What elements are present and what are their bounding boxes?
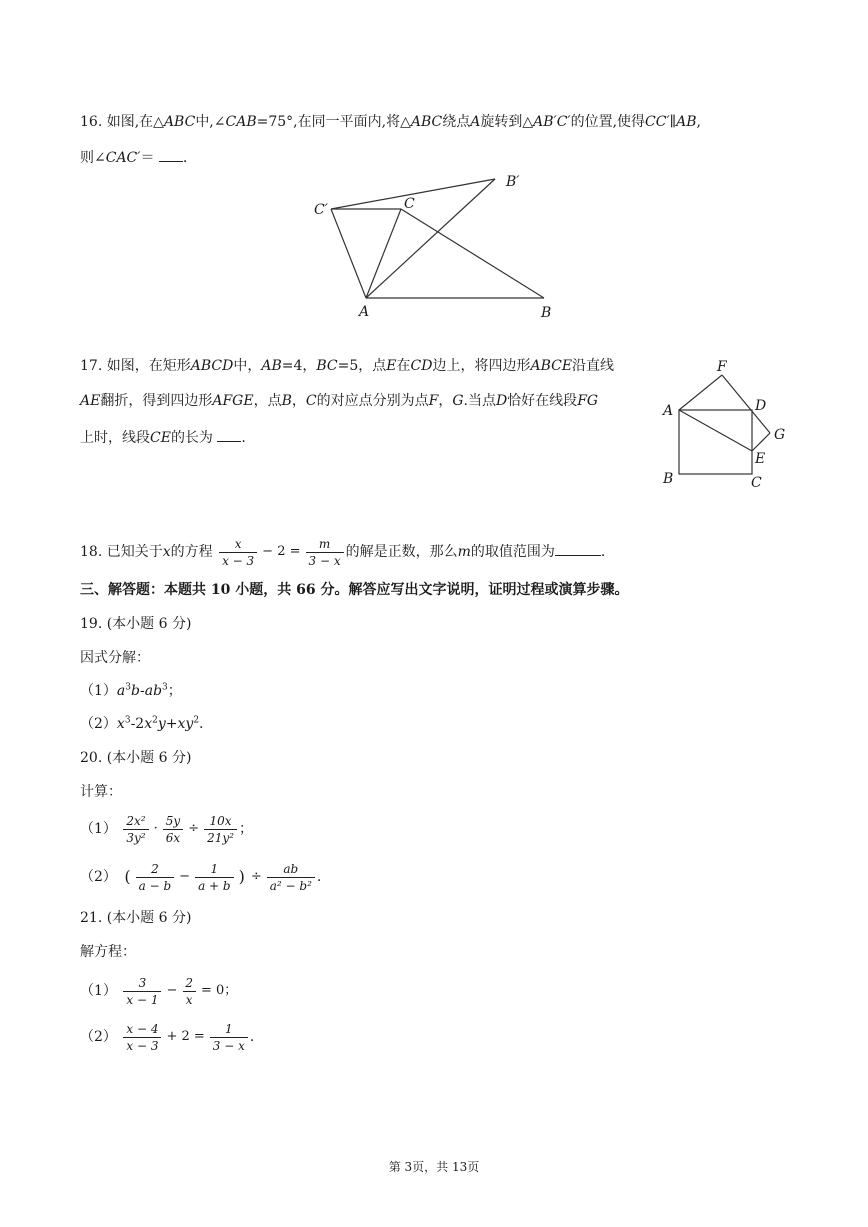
fraction: $\frac{\text{2x²}}{\text{3y²}}$ [123,814,148,845]
q19-task: 因式分解： [80,650,150,666]
segment-ab-prime [366,179,495,298]
q19-heading: 19. (本小题 6 分) [80,616,192,632]
fraction: $\frac{x - 4}{x - 3}$ [123,1022,161,1053]
label-c-prime: C′ [314,202,328,218]
q18-number: 18. [80,544,103,560]
answer-blank [159,147,183,162]
q16-line2: 则∠CAC′＝ . [80,147,187,168]
segment-ae [679,410,752,451]
q19-part1: $(1)a^3b-ab^3$； [80,682,182,699]
label-b: B [663,471,674,487]
q21-part1: （1） $\frac{3}{x - 1}$ − $\frac{2}{x}$ = 0； [80,975,238,1007]
q17-line3: 上时，线段CE的长为 . [80,427,246,448]
label-e: E [755,451,766,467]
q16-rotation-figure [300,168,570,328]
q17-number: 17. [80,358,103,374]
segment-ca-prime [331,209,366,298]
fraction: $\frac{1}{3 - x}$ [210,1022,248,1053]
label-a: A [359,304,370,320]
q18-line: 18. 已知关于x的方程 $\frac{x}{x - 3}$ − 2 = $\frac{m}{3 - x}$ 的解是正数，那么m的取值范围为 . [80,536,606,568]
fraction: $\frac{2}{x}$ [182,976,196,1007]
q19-part2: $(2)x^3-2x^2y+xy^2$. [80,715,204,732]
segment-ca [366,209,401,298]
fraction: $\frac{m}{3 - x}$ [306,537,344,568]
fraction: $\frac{2}{a - b}$ [136,862,175,893]
answer-blank [217,427,241,442]
fraction: $\frac{ab}{\text{a² − b²}}$ [267,862,315,893]
fraction: $\frac{10x}{\text{21y²}}$ [204,814,237,845]
segment-ge [752,433,770,451]
label-a: A [663,403,674,419]
label-f: F [717,359,727,375]
rectangle-abcd [679,410,752,474]
q20-heading: 20. (本小题 6 分) [80,750,192,766]
segment-cb [401,209,544,298]
label-b: B [541,305,552,321]
q16-number: 16. [80,114,103,130]
fraction: $\frac{3}{x - 1}$ [123,976,161,1007]
q20-part2: （2） ( $\frac{2}{a - b}$ − $\frac{1}{a + b}$ ) ÷ $\frac{ab}{\text{a² − b²}}$ . [80,861,322,893]
q17-line2: AE翻折，得到四边形AFGE，点B，C的对应点分别为点F，G.当点D恰好在线段FG [80,393,599,409]
page-footer: 第 3页，共 13页 [388,1160,480,1174]
label-c: C [751,475,762,491]
fraction: $\frac{1}{a + b}$ [195,862,234,893]
q16-line1: 16. 如图,在△ABC中,∠CAB=75°,在同一平面内,将△ABC绕点A旋转到△AB′C′的位置,使得CC′∥AB, [80,114,701,130]
q21-heading: 21. (本小题 6 分) [80,910,192,926]
q21-part2: （2） $\frac{x - 4}{x - 3}$ + 2 = $\frac{1}{3 - x}$ . [80,1021,255,1053]
label-c: C [404,196,415,212]
q21-task: 解方程： [80,944,136,960]
segment-af [679,375,722,410]
q17-line1: 17. 如图，在矩形ABCD中，AB=4，BC=5，点E在CD边上，将四边形ABCE沿直线 [80,358,615,374]
section-heading: 三、解答题：本题共 10 小题，共 66 分。解答应写出文字说明，证明过程或演算步骤。 [80,582,629,598]
q20-part1: （1） $\frac{\text{2x²}}{\text{3y²}}$ · $\frac{5y}{6x}$ ÷ $\frac{10x}{\text{21y²}}$ ； [80,813,253,845]
q17-fold-figure [655,355,795,495]
fraction: $\frac{5y}{6x}$ [163,814,183,845]
label-b-prime: B′ [506,174,520,190]
answer-blank [555,541,601,556]
q20-task: 计算： [80,784,122,800]
fraction: $\frac{x}{x - 3}$ [219,537,257,568]
label-g: G [774,427,786,443]
label-d: D [755,398,767,414]
